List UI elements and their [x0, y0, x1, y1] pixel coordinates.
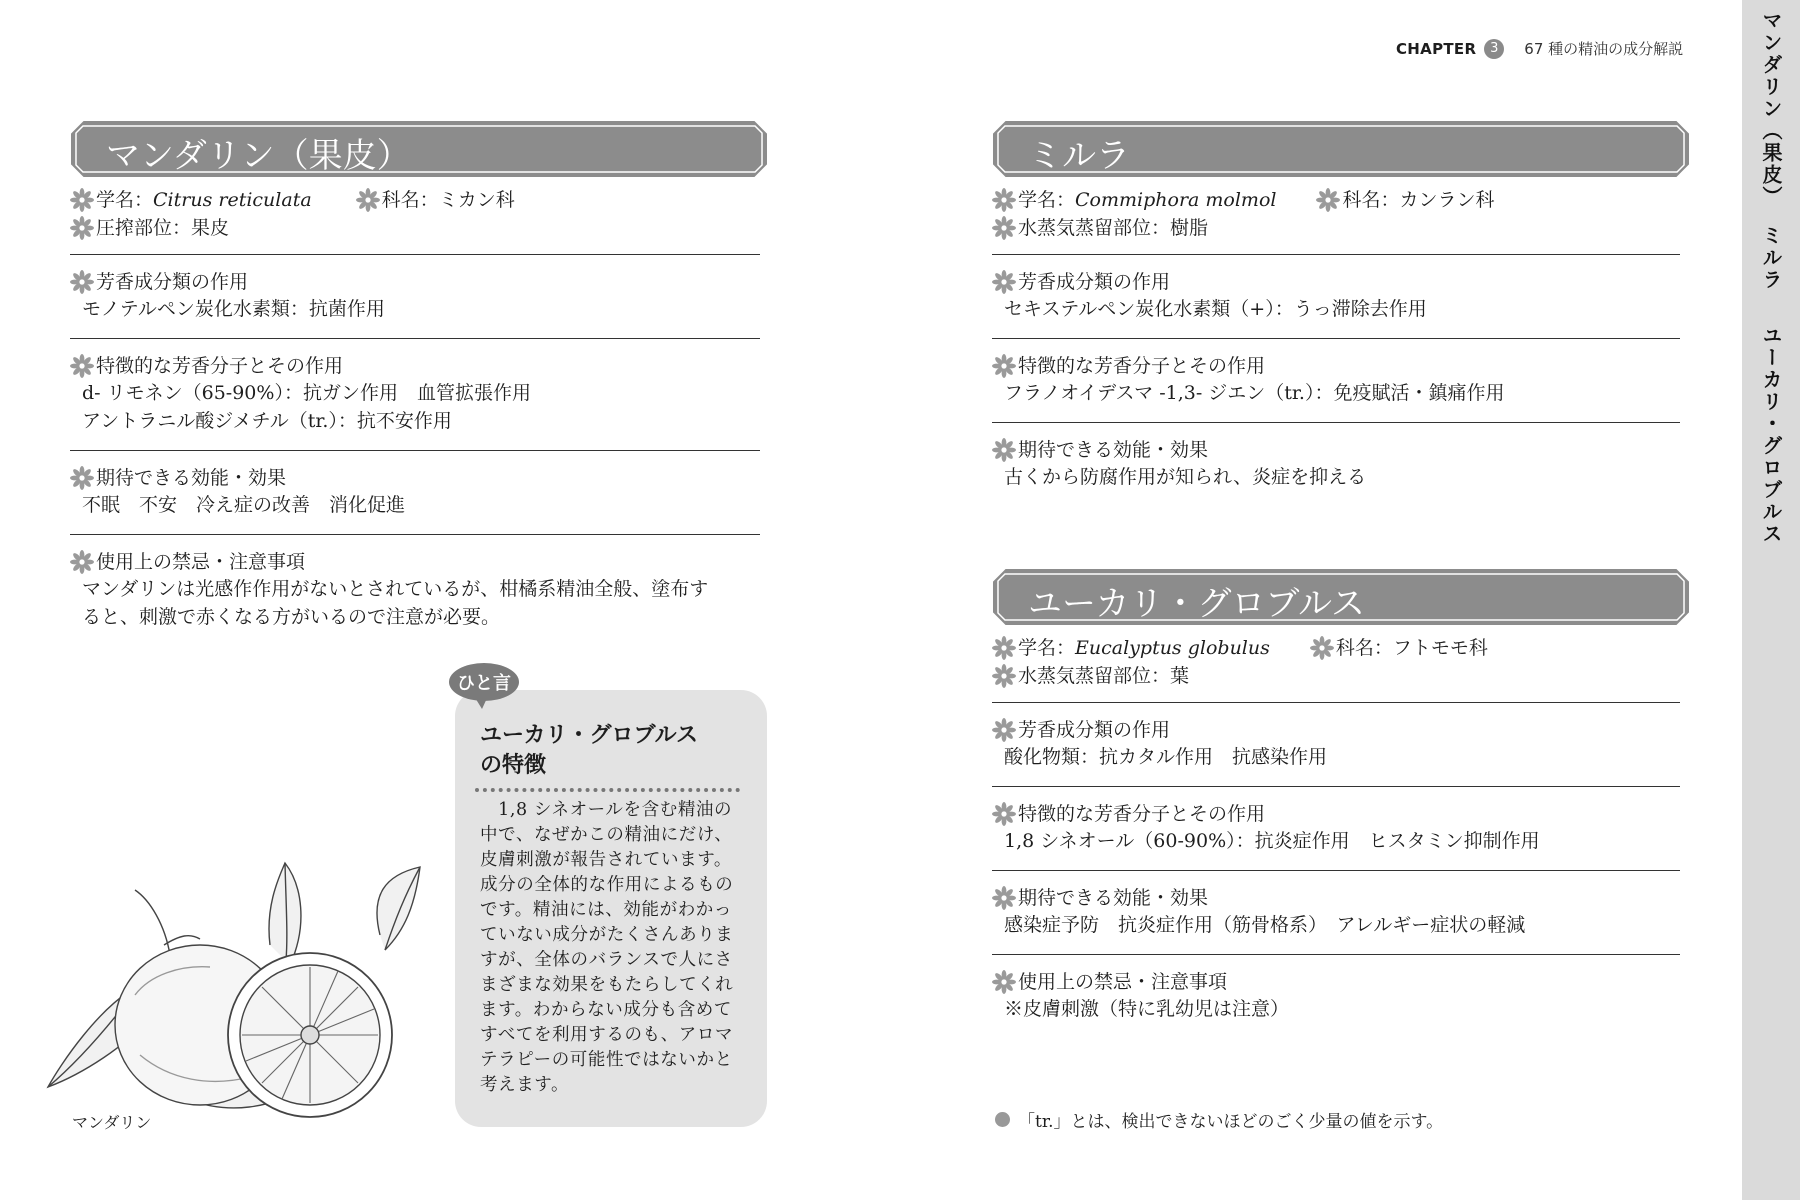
- section-body: d- リモネン（65-90%）：抗ガン作用 血管拡張作用 アントラニル酸ジメチル（tr.）：抗不安作用: [82, 382, 531, 432]
- section-body: 1,8 シネオール（60-90%）：抗炎症作用 ヒスタミン抑制作用: [1004, 830, 1540, 852]
- section-body: 酸化物類：抗カタル作用 抗感染作用: [1004, 746, 1328, 768]
- section-effects-myrrh: [992, 422, 1680, 491]
- entry-banner-myrrh: [992, 120, 1690, 178]
- flower-bullet-icon: [992, 438, 1016, 462]
- sci-name-label: 学名：: [1018, 189, 1076, 211]
- section-heading: 特徴的な芳香分子とその作用: [1018, 355, 1266, 377]
- flower-bullet-icon: [992, 802, 1016, 826]
- flower-bullet-icon: [992, 886, 1016, 910]
- hitokoto-text: 1,8 シネオールを含む精油の中で、なぜかこの精油にだけ、皮膚刺激が報告されています。成分の全体的な作用によるものです。精油には、効能がわかっていない成分がたくさんありますが、全体のバランスで人にさまざまな効果をもたらしてくれます。わからない成分も含めてすべてを利用するのも、アロマテラピーの可能性ではないかと考えます。: [480, 800, 734, 1095]
- flower-bullet-icon: [70, 188, 94, 212]
- entry-banner-eucalyptus: [992, 568, 1690, 626]
- running-header: [1396, 38, 1683, 59]
- flower-bullet-icon: [992, 188, 1016, 212]
- side-tab-mandarin: マンダリン（果皮）: [1759, 10, 1783, 208]
- chapter-number-badge: 3: [1484, 39, 1504, 59]
- entry-title: マンダリン（果皮）: [106, 136, 411, 176]
- entry-banner-mandarin: [70, 120, 768, 178]
- family-label: 科名：: [381, 189, 439, 211]
- section-effects-eucalyptus: [992, 870, 1680, 939]
- flower-bullet-icon: [992, 718, 1016, 742]
- sci-name-value: Eucalyptus globulus: [1075, 637, 1270, 659]
- family-value: ミカン科: [438, 189, 515, 211]
- side-index-tab: [1742, 0, 1800, 1200]
- section-heading: 使用上の禁忌・注意事項: [96, 551, 306, 573]
- chapter-title: 67 種の精油の成分解説: [1524, 40, 1684, 58]
- part-label: 水蒸気蒸留部位：: [1018, 665, 1171, 687]
- flower-bullet-icon: [992, 270, 1016, 294]
- bullet-dot-icon: [995, 1112, 1010, 1127]
- sci-name-label: 学名：: [1018, 637, 1076, 659]
- entry-title: ユーカリ・グロブルス: [1028, 584, 1365, 624]
- section-cautions-mandarin: [70, 534, 760, 631]
- entry-meta-mandarin: [70, 186, 515, 242]
- sci-name-value: Commiphora molmol: [1075, 189, 1277, 211]
- flower-bullet-icon: [1310, 636, 1334, 660]
- part-value: 樹脂: [1170, 217, 1209, 239]
- flower-bullet-icon: [992, 636, 1016, 660]
- footnote-text: 「tr.」とは、検出できないほどのごく少量の値を示す。: [1018, 1112, 1444, 1132]
- entry-title: ミルラ: [1028, 136, 1130, 176]
- flower-bullet-icon: [992, 664, 1016, 688]
- section-heading: 芳香成分類の作用: [1018, 271, 1171, 293]
- flower-bullet-icon: [70, 270, 94, 294]
- family-label: 科名：: [1342, 189, 1400, 211]
- flower-bullet-icon: [992, 354, 1016, 378]
- mandarin-illustration: [40, 855, 440, 1125]
- flower-bullet-icon: [70, 216, 94, 240]
- family-value: フトモモ科: [1392, 637, 1488, 659]
- section-molecules-eucalyptus: [992, 786, 1680, 855]
- hitokoto-title: ユーカリ・グロブルス の特徴: [480, 723, 699, 778]
- flower-bullet-icon: [992, 970, 1016, 994]
- section-heading: 芳香成分類の作用: [96, 271, 249, 293]
- section-aroma-class-mandarin: [70, 254, 760, 323]
- footnote: [995, 1107, 1443, 1132]
- family-value: カンラン科: [1399, 189, 1495, 211]
- entry-meta-myrrh: [992, 186, 1495, 242]
- side-tab-eucalyptus: ユーカリ・グロブルス: [1759, 325, 1783, 545]
- section-body: 感染症予防 抗炎症作用（筋骨格系） アレルギー症状の軽減: [1004, 914, 1526, 936]
- sci-name-label: 学名：: [96, 189, 154, 211]
- section-heading: 芳香成分類の作用: [1018, 719, 1171, 741]
- section-body: モノテルペン炭化水素類：抗菌作用: [82, 298, 385, 320]
- hitokoto-badge-label: ひと言: [457, 673, 511, 694]
- part-label: 水蒸気蒸留部位：: [1018, 217, 1171, 239]
- hitokoto-badge: [448, 662, 520, 710]
- sci-name-value: Citrus reticulata: [153, 189, 312, 211]
- part-value: 葉: [1170, 665, 1190, 687]
- section-cautions-eucalyptus: [992, 954, 1680, 1023]
- section-body: セキステルペン炭化水素類（+）：うっ滞除去作用: [1004, 298, 1427, 320]
- section-heading: 特徴的な芳香分子とその作用: [96, 355, 344, 377]
- section-body: マンダリンは光感作作用がないとされているが、柑橘系精油全般、塗布す ると、刺激で赤くなる方がいるので注意が必要。: [82, 578, 709, 628]
- illustration-caption: マンダリン: [72, 1113, 152, 1132]
- section-effects-mandarin: [70, 450, 760, 519]
- flower-bullet-icon: [70, 466, 94, 490]
- flower-bullet-icon: [70, 550, 94, 574]
- section-heading: 特徴的な芳香分子とその作用: [1018, 803, 1266, 825]
- section-molecules-myrrh: [992, 338, 1680, 407]
- flower-bullet-icon: [992, 216, 1016, 240]
- flower-bullet-icon: [1316, 188, 1340, 212]
- flower-bullet-icon: [356, 188, 380, 212]
- dotted-divider: [475, 788, 740, 792]
- section-heading: 期待できる効能・効果: [96, 467, 287, 489]
- flower-bullet-icon: [70, 354, 94, 378]
- section-body: 不眠 不安 冷え症の改善 消化促進: [82, 494, 406, 516]
- family-label: 科名：: [1335, 637, 1393, 659]
- section-aroma-class-eucalyptus: [992, 702, 1680, 771]
- section-molecules-mandarin: [70, 338, 760, 435]
- chapter-label: CHAPTER: [1396, 39, 1477, 58]
- entry-meta-eucalyptus: [992, 634, 1488, 690]
- section-heading: 期待できる効能・効果: [1018, 439, 1209, 461]
- side-tab-myrrh: ミルラ: [1759, 225, 1783, 291]
- part-value: 果皮: [191, 217, 230, 239]
- section-body: フラノオイデスマ -1,3- ジエン（tr.）：免疫賦活・鎮痛作用: [1004, 382, 1505, 404]
- section-heading: 期待できる効能・効果: [1018, 887, 1209, 909]
- part-label: 圧搾部位：: [96, 217, 192, 239]
- section-body: 古くから防腐作用が知られ、炎症を抑える: [1004, 466, 1367, 488]
- section-heading: 使用上の禁忌・注意事項: [1018, 971, 1228, 993]
- section-aroma-class-myrrh: [992, 254, 1680, 323]
- section-body: ※皮膚刺激（特に乳幼児は注意）: [1004, 998, 1290, 1020]
